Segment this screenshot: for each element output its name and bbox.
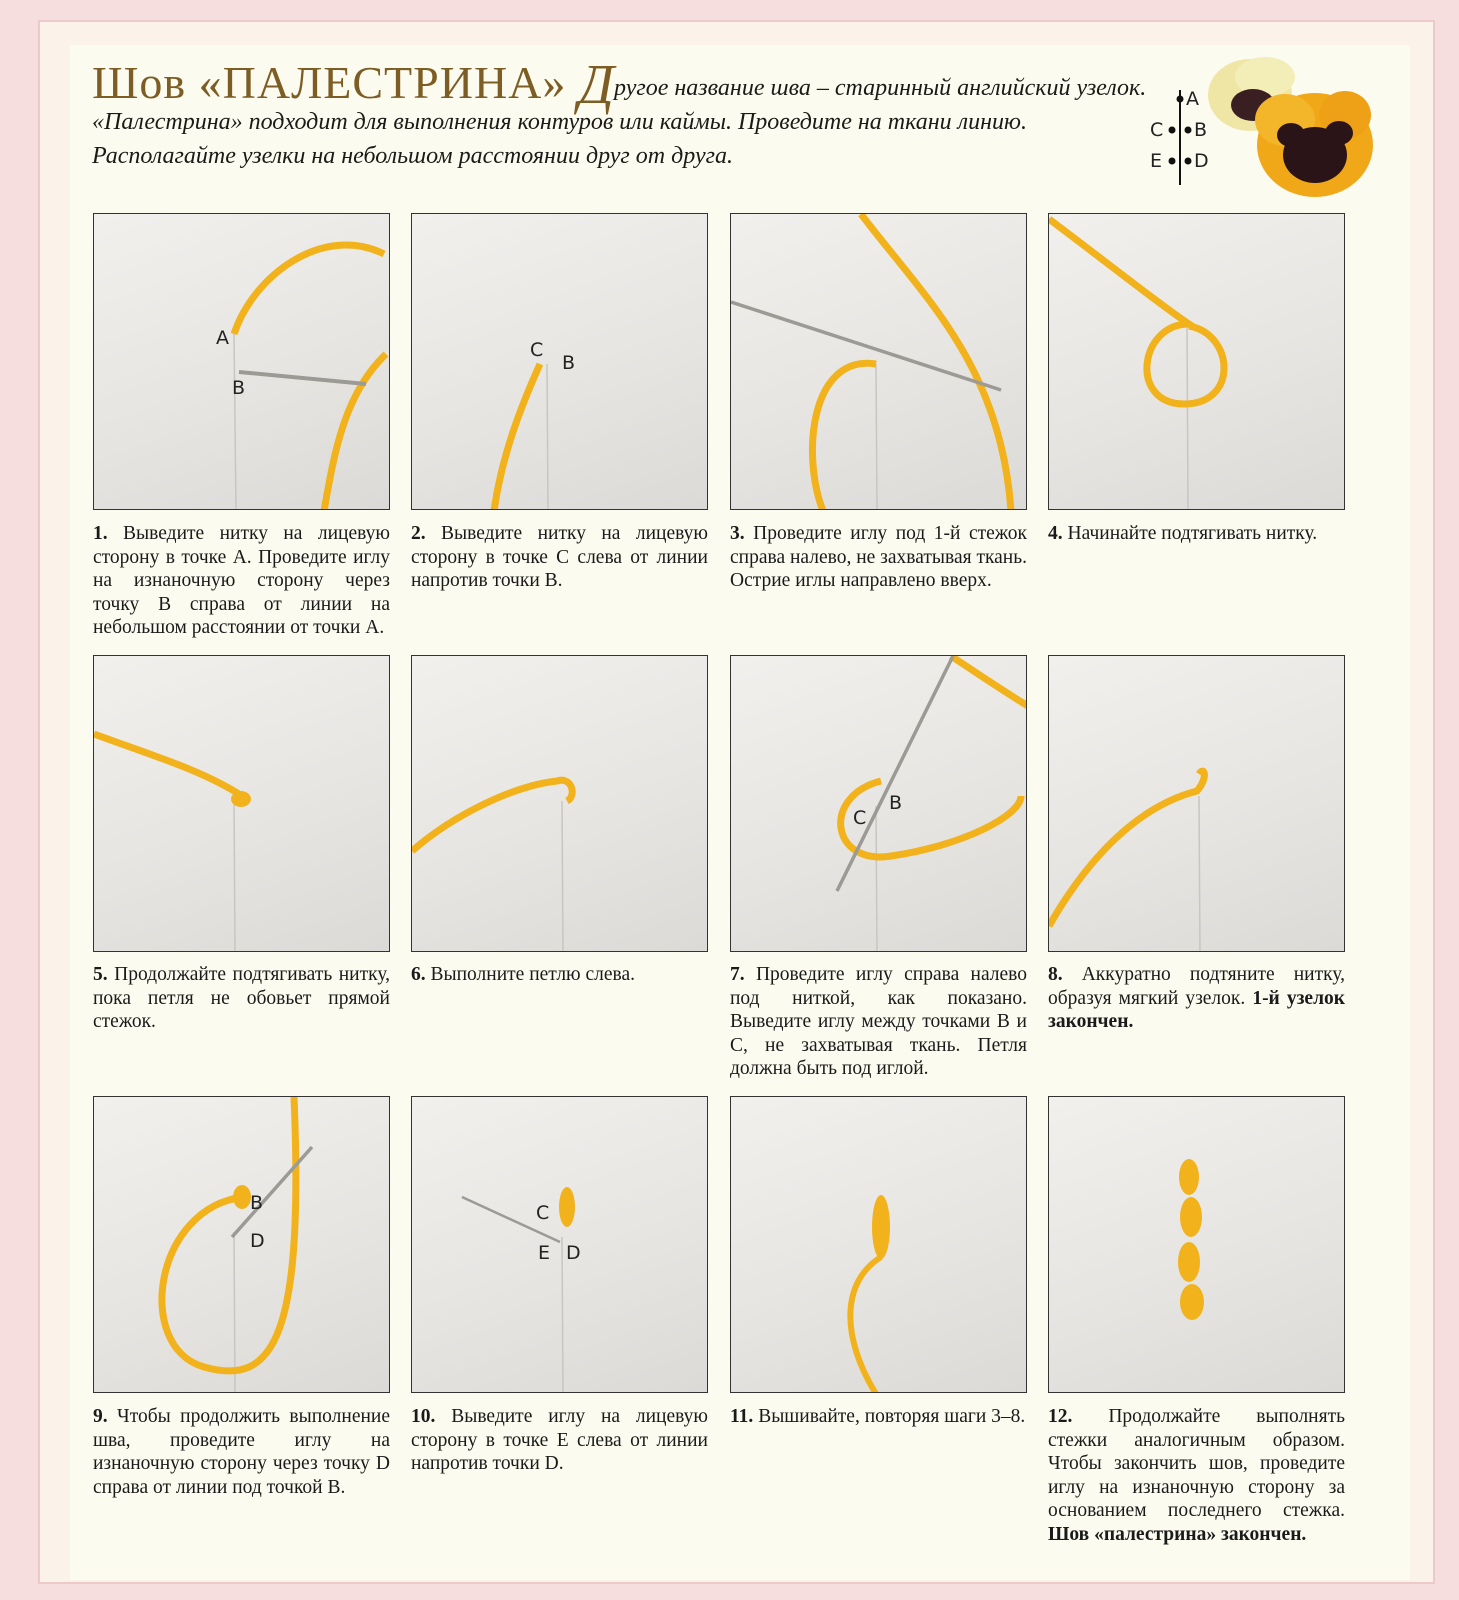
step-12-number: 12. [1048,1406,1073,1427]
step-5-number: 5. [93,964,108,985]
step-3-photo [730,213,1027,510]
step-7-label-c: C [853,807,867,829]
step-2-label-c: C [530,339,544,361]
step-10-text: Выведите иглу на лицевую сторону в точке Е слева от линии напротив точки D. [411,1406,709,1474]
pansy-flower-image [1205,55,1375,205]
step-5-photo [93,655,390,952]
page-title: Шов «ПАЛЕСТРИНА» [92,57,567,108]
step-3-number: 3. [730,523,745,544]
step-2-photo [411,213,708,510]
step-9-caption [93,1405,390,1499]
step-8-text: Аккуратно подтяните нитку, образуя мягкий узелок. [1048,964,1346,1009]
step-2-text: Выведите нитку на лицевую сторону в точке С слева от линии напротив точки В. [411,523,708,591]
stitch-diagram [1150,85,1210,195]
step-11-number: 11. [730,1406,754,1427]
step-4-photo [1048,213,1345,510]
step-4-text: Начинайте подтягивать нитку. [1067,523,1318,544]
diagram-label-c: C [1150,119,1164,141]
step-10-caption [411,1405,708,1476]
step-1-label-a: A [216,327,229,349]
diagram-label-d: D [1194,150,1209,172]
step-8-number: 8. [1048,964,1063,985]
step-9-label-d: D [250,1230,265,1252]
step-9-photo [93,1096,390,1393]
step-10-label-d: D [566,1242,581,1264]
diagram-label-b: B [1194,119,1208,141]
step-9-number: 9. [93,1406,108,1427]
step-11-text: Вышивайте, повторяя шаги 3–8. [758,1406,1026,1427]
step-8-bold-text: 1-й узелок закончен. [1048,987,1345,1032]
step-6-number: 6. [411,964,426,985]
step-2-caption [411,522,708,593]
step-1-photo [93,213,390,510]
step-9-label-b: B [250,1192,264,1214]
step-3-caption [730,522,1027,593]
step-2-label-b: B [562,352,576,374]
diagram-label-e: E [1150,150,1163,172]
step-7-text: Проведите иглу справа налево под ниткой, как показано. Выведите иглу между точками В и С, не захватывая ткань. Петля должна быть под иглой. [730,964,1028,1079]
step-10-label-c: C [536,1202,550,1224]
drop-cap: Д [578,54,615,116]
step-8-photo [1048,655,1345,952]
step-8-caption [1048,963,1345,1034]
step-12-photo [1048,1096,1345,1393]
step-12-text: Продолжайте выполнять стежки аналогичным образом. Чтобы закончить шов, проведите иглу на изнаночную сторону за основанием последнего стежка. [1048,1406,1345,1521]
step-1-text: Выведите нитку на лицевую сторону в точке А. Проведите иглу на изнаночную сторону через точку В справа от линии на небольшом расстоянии от точки А. [93,523,390,638]
step-2-number: 2. [411,523,426,544]
intro-text: ругое название шва – старинный английский узелок. «Палестрина» подходит для выполнения контуров или каймы. Проведите на ткани линию. Располагайте узелки на небольшом расстоянии друг от друга. [92,75,1147,169]
step-12-bold-text: Шов «палестрина» закончен. [1048,1523,1307,1545]
step-10-label-e: E [538,1242,551,1264]
step-10-photo [411,1096,708,1393]
step-5-caption [93,963,390,1034]
step-1-caption [93,522,390,640]
step-6-photo [411,655,708,952]
title-block [92,54,1172,186]
step-11-photo [730,1096,1027,1393]
step-7-caption [730,963,1027,1081]
step-1-number: 1. [93,523,108,544]
step-12-caption [1048,1405,1345,1546]
step-6-caption [411,963,708,987]
step-1-label-b: B [232,377,246,399]
step-3-text: Проведите иглу под 1-й стежок справа налево, не захватывая ткань. Острие иглы направлено вверх. [730,523,1028,591]
step-7-label-b: B [889,792,903,814]
step-7-number: 7. [730,964,745,985]
step-7-photo [730,655,1027,952]
step-11-caption [730,1405,1027,1429]
step-10-number: 10. [411,1406,436,1427]
step-4-caption [1048,522,1345,546]
step-5-text: Продолжайте подтягивать нитку, пока петля не обовьет прямой стежок. [93,964,391,1032]
step-9-text: Чтобы продолжить выполнение шва, проведите иглу на изнаночную сторону через точку D справа от линии под точкой В. [93,1406,391,1498]
diagram-label-a: A [1186,88,1199,110]
step-6-text: Выполните петлю слева. [430,964,636,985]
step-4-number: 4. [1048,523,1063,544]
